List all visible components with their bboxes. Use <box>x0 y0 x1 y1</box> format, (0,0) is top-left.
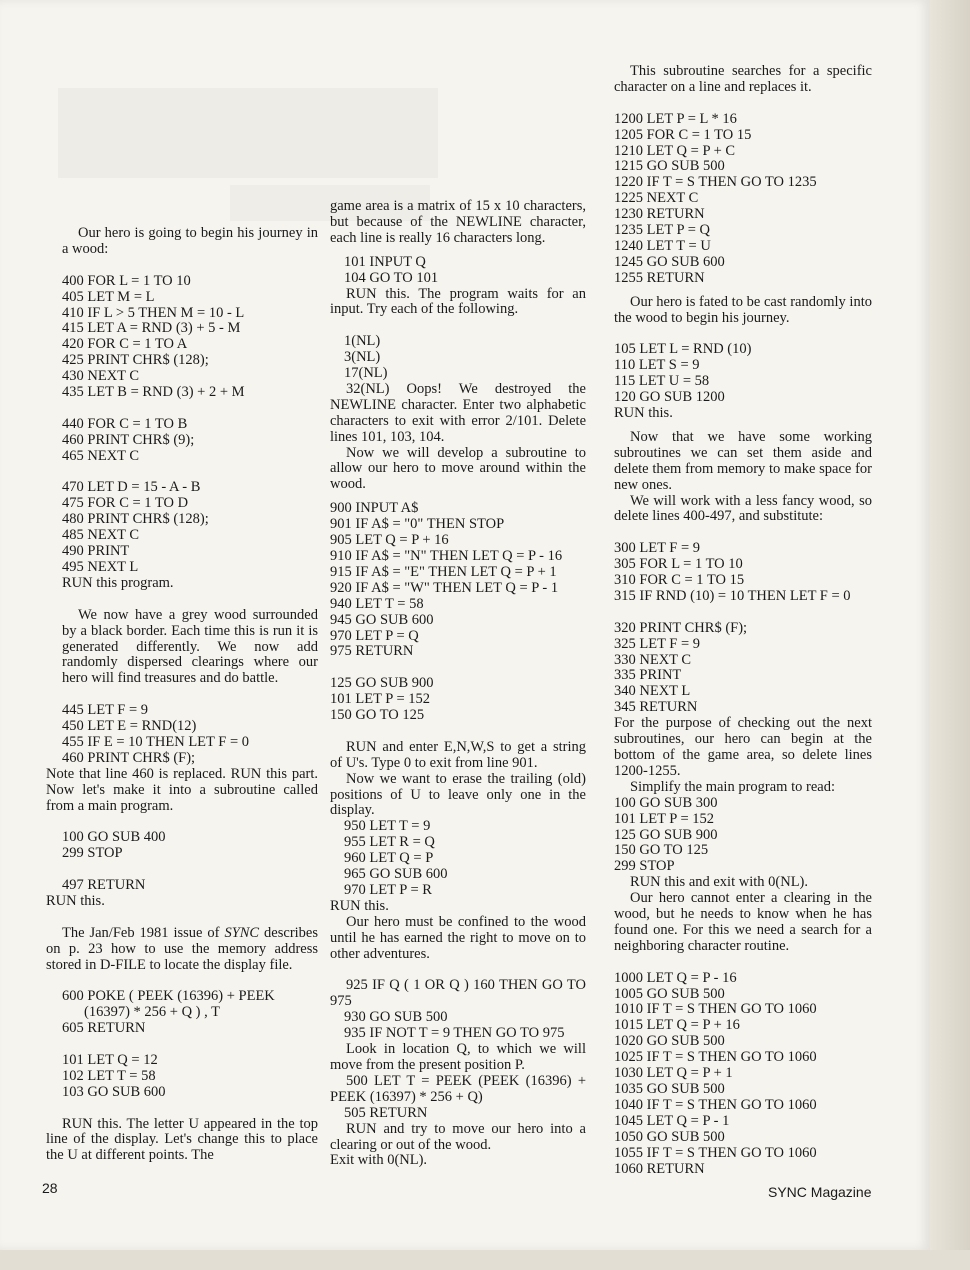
code-line: 970 LET P = Q <box>330 627 419 644</box>
code-line: 915 IF A$ = "E" THEN LET Q = P + 1 <box>330 563 557 580</box>
body-paragraph: Our hero must be confined to the wood until he has earned the right to move on to other adventures. <box>330 913 586 962</box>
body-paragraph: Our hero is fated to be cast randomly into the wood to begin his journey. <box>614 293 872 326</box>
code-line: 1060 RETURN <box>614 1160 705 1177</box>
intro-paragraph: Our hero is going to begin his journey in a wood: <box>62 225 318 257</box>
code-line: 300 LET F = 9 <box>614 540 701 557</box>
page-edge-shadow <box>930 0 970 1270</box>
code-line: 345 RETURN <box>614 699 698 716</box>
code-line: 910 IF A$ = "N" THEN LET Q = P - 16 <box>330 548 563 565</box>
code-block <box>62 274 318 401</box>
code-line: 320 PRINT CHR$ (F); <box>614 619 748 636</box>
code-line: 1045 LET Q = P - 1 <box>614 1112 730 1129</box>
body-paragraph: Exit with 0(NL). <box>330 1152 428 1169</box>
code-block <box>62 1053 318 1101</box>
code-line: 1050 GO SUB 500 <box>614 1128 725 1145</box>
code-block <box>614 541 872 605</box>
code-line: 299 STOP <box>62 845 123 862</box>
code-line: 1225 NEXT C <box>614 190 699 207</box>
body-paragraph: For the purpose of checking out the next subroutines, our hero can begin at the bottom of the game area, so delete lines 1200-1255. <box>614 715 872 779</box>
run-instruction: RUN this and exit with 0(NL). <box>630 874 809 891</box>
body-paragraph: We now have a grey wood surrounded by a black border. Each time this is run it is generated differently. We now add randomly dispersed clearings where our hero will find treasures and do battle. <box>62 606 318 687</box>
code-line: 605 RETURN <box>62 1020 146 1037</box>
code-line: 325 LET F = 9 <box>614 635 701 652</box>
code-line: 415 LET A = RND (3) + 5 - M <box>62 320 241 337</box>
code-line: 495 NEXT L <box>62 558 139 575</box>
code-block <box>330 676 586 724</box>
code-block <box>614 621 872 716</box>
code-line: 1025 IF T = S THEN GO TO 1060 <box>614 1049 817 1066</box>
body-paragraph: Note that line 460 is replaced. RUN this part. Now let's make it into a subroutine called from a main program. <box>46 765 318 814</box>
code-block <box>614 971 872 1178</box>
code-line: 100 GO SUB 300 <box>614 794 718 811</box>
code-line: 450 LET E = RND(12) <box>62 718 197 735</box>
column-2 <box>330 199 586 1169</box>
code-line: 930 GO SUB 500 <box>344 1009 448 1026</box>
code-line: 102 LET T = 58 <box>62 1067 156 1084</box>
code-block <box>62 417 318 465</box>
code-line: 435 LET B = RND (3) + 2 + M <box>62 384 245 401</box>
code-line: 960 LET Q = P <box>344 850 434 867</box>
code-line: 1240 LET T = U <box>614 237 711 254</box>
body-paragraph: Simplify the main program to read: <box>630 778 835 795</box>
code-block <box>330 819 586 899</box>
code-line: 1220 IF T = S THEN GO TO 1235 <box>614 174 817 191</box>
code-line: 315 IF RND (10) = 10 THEN LET F = 0 <box>614 587 851 604</box>
code-line: 465 NEXT C <box>62 447 140 464</box>
code-line: 500 LET T = PEEK (PEEK (16396) + PEEK (16397) * 256 + Q) <box>330 1072 586 1105</box>
code-line: 905 LET Q = P + 16 <box>330 532 449 549</box>
run-instruction: RUN this. <box>614 405 673 421</box>
body-paragraph: Our hero cannot enter a clearing in the wood, but he needs to know when he has found one. For this we need a search for a neighboring character routine. <box>614 890 872 954</box>
code-line: 945 GO SUB 600 <box>330 611 434 628</box>
code-line: 335 PRINT <box>614 667 682 684</box>
code-line: 480 PRINT CHR$ (128); <box>62 511 209 528</box>
code-block <box>330 1010 586 1042</box>
code-line: 310 FOR C = 1 TO 15 <box>614 572 745 589</box>
code-line: 1055 IF T = S THEN GO TO 1060 <box>614 1144 817 1161</box>
code-line: 505 RETURN <box>344 1104 428 1121</box>
code-line: 150 GO TO 125 <box>330 707 425 724</box>
code-line: 1040 IF T = S THEN GO TO 1060 <box>614 1096 817 1113</box>
code-block <box>330 501 586 660</box>
code-line: 460 PRINT CHR$ (9); <box>62 431 195 448</box>
code-line: 600 POKE ( PEEK (16396) + PEEK <box>62 988 275 1005</box>
code-line: 101 LET P = 152 <box>614 810 715 827</box>
code-line: 940 LET T = 58 <box>330 595 424 612</box>
code-block <box>330 255 586 287</box>
code-line: 1015 LET Q = P + 16 <box>614 1017 740 1034</box>
code-line: 1000 LET Q = P - 16 <box>614 969 737 986</box>
code-line: 1200 LET P = L * 16 <box>614 110 737 127</box>
code-block <box>62 830 318 862</box>
column-3 <box>614 64 872 1177</box>
code-line: 1215 GO SUB 500 <box>614 158 725 175</box>
code-line: 935 IF NOT T = 9 THEN GO TO 975 <box>344 1025 565 1042</box>
body-paragraph: Now we want to erase the trailing (old) positions of U to leave only one in the display. <box>330 770 586 819</box>
code-line: 455 IF E = 10 THEN LET F = 0 <box>62 733 249 750</box>
code-block <box>614 112 872 287</box>
code-block <box>62 989 318 1037</box>
code-line: 1255 RETURN <box>614 269 705 286</box>
code-line: 104 GO TO 101 <box>344 269 439 286</box>
code-line: 400 FOR L = 1 TO 10 <box>62 272 191 289</box>
code-line: 445 LET F = 9 <box>62 702 149 719</box>
body-paragraph: RUN and try to move our hero into a clearing or out of the wood. <box>330 1120 586 1153</box>
code-line: 970 LET P = R <box>344 882 432 899</box>
body-paragraph: game area is a matrix of 15 x 10 characters, but because of the NEWLINE character, each line is really 16 characters long. <box>330 198 586 246</box>
input-example: 3(NL) <box>344 349 381 366</box>
code-line: 125 GO SUB 900 <box>614 826 718 843</box>
magazine-name: SYNC Magazine <box>768 1184 872 1200</box>
code-line: 1005 GO SUB 500 <box>614 985 725 1002</box>
code-line: 405 LET M = L <box>62 288 155 305</box>
code-line: 120 GO SUB 1200 <box>614 389 725 406</box>
run-instruction: RUN this program. <box>62 574 174 591</box>
code-line: 150 GO TO 125 <box>614 842 709 859</box>
code-line: 101 LET P = 152 <box>330 691 431 708</box>
code-line: 900 INPUT A$ <box>330 500 419 517</box>
code-line: 470 LET D = 15 - A - B <box>62 479 201 496</box>
code-line: 340 NEXT L <box>614 683 691 700</box>
run-instruction: RUN this. <box>46 892 105 909</box>
code-line: 475 FOR C = 1 TO D <box>62 495 189 512</box>
code-line: 1235 LET P = Q <box>614 222 710 239</box>
body-paragraph: We will work with a less fancy wood, so delete lines 400-497, and substitute: <box>614 492 872 525</box>
page-number: 28 <box>42 1180 58 1196</box>
code-block <box>62 480 318 591</box>
body-paragraph: 32(NL) Oops! We destroyed the NEWLINE character. Enter two alphabetic characters to exit with error 2/101. Delete lines 101, 103, 104. <box>330 380 586 445</box>
body-paragraph: Look in location Q, to which we will move from the present position P. <box>330 1041 586 1073</box>
body-paragraph: This subroutine searches for a specific character on a line and replaces it. <box>614 63 872 95</box>
code-line: 410 IF L > 5 THEN M = 10 - L <box>62 304 245 321</box>
code-line: 1245 GO SUB 600 <box>614 253 725 270</box>
code-line: (16397) * 256 + Q ) , T <box>84 1004 220 1021</box>
run-instruction: RUN this. <box>330 897 389 914</box>
input-example: 1(NL) <box>344 333 381 350</box>
body-paragraph: RUN this. The letter U appeared in the top line of the display. Let's change this to place the U at different points. The <box>46 1115 318 1164</box>
code-line: 1205 FOR C = 1 TO 15 <box>614 126 752 143</box>
code-line: 1230 RETURN <box>614 206 705 223</box>
input-example: 17(NL) <box>344 365 388 382</box>
body-paragraph: The Jan/Feb 1981 issue of SYNC describes on p. 23 how to use the memory address stored in D-FILE to locate the display file. <box>46 924 318 973</box>
code-line: 1210 LET Q = P + C <box>614 142 736 159</box>
code-line: 485 NEXT C <box>62 527 140 544</box>
code-line: 115 LET U = 58 <box>614 373 710 390</box>
code-line: 440 FOR C = 1 TO B <box>62 415 188 432</box>
code-line: 490 PRINT <box>62 543 130 560</box>
code-block <box>614 796 872 876</box>
body-paragraph: RUN and enter E,N,W,S to get a string of U's. Type 0 to exit from line 901. <box>330 738 586 771</box>
code-block <box>330 334 586 382</box>
code-line: 101 INPUT Q <box>344 253 426 270</box>
code-line: 925 IF Q ( 1 OR Q ) 160 THEN GO TO 975 <box>330 977 586 1010</box>
code-line: 100 GO SUB 400 <box>62 829 166 846</box>
code-line: 460 PRINT CHR$ (F); <box>62 749 196 766</box>
body-paragraph: RUN this. The program waits for an input. Try each of the following. <box>330 285 586 318</box>
code-line: 950 LET T = 9 <box>344 818 431 835</box>
code-line: 975 RETURN <box>330 643 414 660</box>
code-block <box>614 342 872 422</box>
code-line: 1035 GO SUB 500 <box>614 1081 725 1098</box>
column-1 <box>46 225 318 1164</box>
code-line: 101 LET Q = 12 <box>62 1051 158 1068</box>
code-line: 110 LET S = 9 <box>614 357 700 374</box>
code-line: 430 NEXT C <box>62 368 140 385</box>
code-line: 420 FOR C = 1 TO A <box>62 336 188 353</box>
code-line: 299 STOP <box>614 858 675 875</box>
code-line: 103 GO SUB 600 <box>62 1083 166 1100</box>
code-line: 920 IF A$ = "W" THEN LET Q = P - 1 <box>330 579 559 596</box>
code-line: 1030 LET Q = P + 1 <box>614 1065 733 1082</box>
body-paragraph: Now we will develop a subroutine to allow our hero to move around within the wood. <box>330 444 586 493</box>
code-line: 125 GO SUB 900 <box>330 675 434 692</box>
code-line: 330 NEXT C <box>614 651 692 668</box>
code-line: 497 RETURN <box>62 877 146 894</box>
code-line: 305 FOR L = 1 TO 10 <box>614 556 743 573</box>
code-line: 425 PRINT CHR$ (128); <box>62 352 209 369</box>
page-bottom-edge <box>0 1250 970 1270</box>
code-line: 105 LET L = RND (10) <box>614 341 752 358</box>
code-line: 1020 GO SUB 500 <box>614 1033 725 1050</box>
code-line: 965 GO SUB 600 <box>344 866 448 883</box>
code-line: 901 IF A$ = "0" THEN STOP <box>330 516 505 533</box>
code-block <box>62 703 318 767</box>
code-line: 955 LET R = Q <box>344 834 435 851</box>
code-line: 1010 IF T = S THEN GO TO 1060 <box>614 1001 817 1018</box>
body-paragraph: Now that we have some working subroutines we can set them aside and delete them from memory to make space for new ones. <box>614 428 872 493</box>
